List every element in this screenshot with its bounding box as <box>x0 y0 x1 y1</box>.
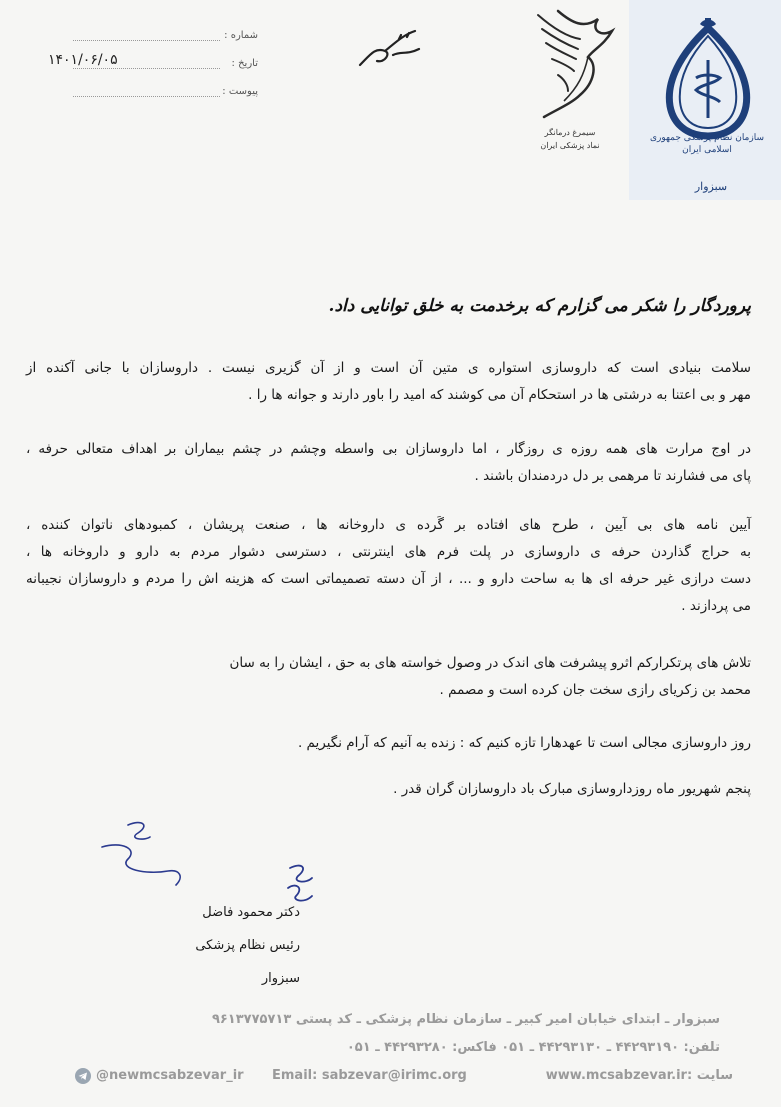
number-label: شماره : <box>224 30 258 41</box>
paragraph-1 <box>26 355 751 409</box>
text-line: در اوج مرارت های همه روزه ی روزگار ، اما داروسازان بی واسطه وچشم در چشم بیماران بر اهداف متعالی حرفه ، <box>26 441 751 457</box>
date-value: ۱۴۰۱/۰۶/۰۵ <box>48 52 118 68</box>
org-city: سبزوار <box>694 180 728 193</box>
date-row <box>48 52 258 86</box>
email-link[interactable]: Email: sabzevar@irimc.org <box>272 1068 467 1083</box>
signature-scribble <box>98 815 188 895</box>
paragraph-5 <box>151 730 751 757</box>
footer-address: سبزوار ـ ابتدای خیابان امیر کبیر ـ سازمان نظام پزشکی ـ کد پستی ۹۶۱۳۷۷۵۷۱۳ <box>211 1012 720 1027</box>
dotted-line <box>73 96 220 97</box>
signer-name: دکتر محمود فاضل <box>202 905 300 920</box>
paragraph-3 <box>26 512 751 620</box>
paragraph-4 <box>151 650 751 704</box>
paragraph-6 <box>151 776 751 803</box>
calligraphy-heading <box>355 25 425 73</box>
text-line: محمد بن زکریای رازی سخت جان کرده است و مصمم . <box>439 682 751 698</box>
text-line: می پردازند . <box>681 598 751 614</box>
text-line: مهر و بی اعتنا به درشتی ها در استحکام آن می کوشند که امید را باور دارند و جوانه ها را . <box>248 387 751 403</box>
text-line: آیین نامه های بی آیین ، طرح های افتاده بر گَرده ی داروخانه ها ، صنعت پریشان ، کمبودهای ناتوان کننده ، <box>26 517 751 533</box>
attachment-row <box>48 86 258 114</box>
telegram-link[interactable] <box>76 1068 244 1083</box>
date-label: تاریخ : <box>231 58 258 69</box>
paragraph-2 <box>26 436 751 490</box>
footer-contacts <box>0 1068 781 1092</box>
website-link[interactable]: www.mcsabzevar.ir: سایت <box>545 1068 733 1083</box>
signer-block <box>165 896 300 995</box>
letter-meta <box>48 30 258 114</box>
attachment-label: پیوست : <box>222 86 258 97</box>
text-line: به حراج گذاردن حرفه ی داروسازی در پلت فرم های اینترنتی ، دسترسی دشوار مردم به دارو و داروخانه ها ، <box>26 544 751 560</box>
text-line: روز داروسازی مجالی است تا عهدهارا تازه کنیم که : زنده به آنیم که آرام نگیریم . <box>297 735 751 751</box>
text-line: تلاش های پرتکرارکم اثرو پیشرفت های اندک در وصول خواسته های به حق ، ایشان را به سان <box>229 655 751 671</box>
dotted-line <box>73 40 220 41</box>
opening-line: پروردگار را شکر می گزارم که برخدمت به خلق توانایی داد. <box>328 296 751 316</box>
caption-line: سیمرغ درمانگر <box>544 128 596 137</box>
text-line: پنجم شهریور ماه روزداروسازی مبارک باد داروسازان گران قدر . <box>393 781 751 797</box>
simorgh-caption <box>535 126 605 152</box>
caption-line: نماد پزشکی ایران <box>540 141 600 150</box>
text-line: دست درازی غیر حرفه ای ها به ساحت دارو و ... ، از آن دسته تصمیماتی است که هزینه اش را مردم و داروسازان نجیبانه <box>26 571 751 587</box>
dotted-line <box>73 68 220 69</box>
text-line: پای می فشارند تا مرهمی بر دل دردمندان باشند . <box>474 468 751 484</box>
text-line: سلامت بنیادی است که داروسازی استواره ی متین آن است و از آن گزیری نیست . داروسازان با جانی آکنده از <box>26 360 751 376</box>
signer-title: رئیس نظام پزشکی سبزوار <box>195 938 300 986</box>
simorgh-logo <box>528 5 620 123</box>
telegram-handle: @newmcsabzevar_ir <box>96 1068 244 1083</box>
org-name: سازمان نظام پزشکی جمهوری اسلامی ایران <box>649 133 765 155</box>
footer-phones: تلفن: ۴۴۲۹۳۱۹۰ ـ ۴۴۲۹۳۱۳۰ ـ ۰۵۱ فاکس: ۴۴۲۹۳۲۸۰ ـ ۰۵۱ <box>346 1040 720 1055</box>
telegram-icon <box>75 1068 91 1084</box>
